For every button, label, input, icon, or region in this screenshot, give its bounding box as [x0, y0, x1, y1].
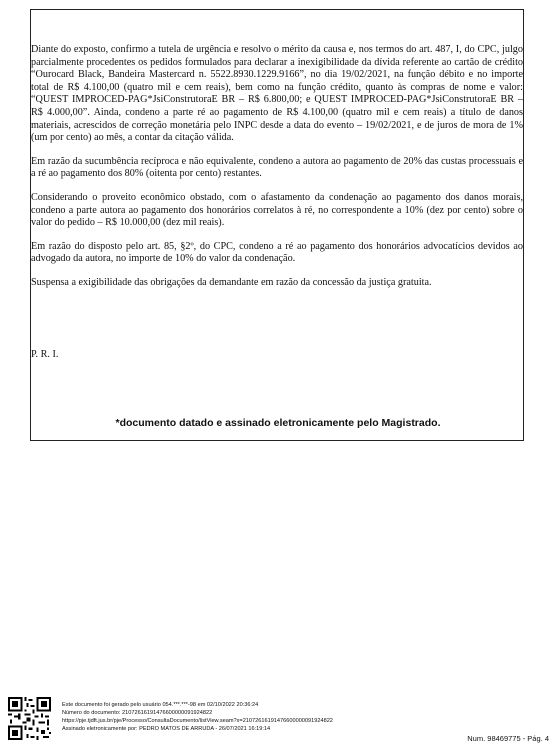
footer-signed-by: Assinado eletronicamente por: PEDRO MATOS DE ARRUDA - 26/07/2021 16:19:14	[62, 725, 271, 732]
paragraph-dispositivo: Diante do exposto, confirmo a tutela de urgência e resolvo o mérito da causa e, nos termos do art. 487, I, do CPC, julgo parcialmente procedentes os pedidos formulados para declarar a inexigibilidade da dívida referente ao cartão de crédito “Ourocard Black, Bandeira Mastercard n. 5522.8930.1229.9166”, no dia 19/02/2021, na função débito e no importe total de R$ 4.100,00 (quatro mil e cem reais), bem como na função crédito, quanto às compras de nome e valor: “QUEST IMPROCED-PAG*JsiConstrutoraE BR – R$ 6.800,00; e QUEST IMPROCED-PAG*JsiConstrutoraE BR – R$ 4.000,00”. Ainda, condeno a parte ré ao pagamento de R$ 4.100,00 (quatro mil e cem reais) a título de danos materiais, acrescidos de correção monetária pelo INPC desde a data do evento – 19/02/2021, e de juros de mora de 1% (um por cento) ao mês, a contar da citação válida.	[31, 44, 523, 144]
footer-info	[62, 702, 333, 734]
footer-document-number: Número do documento: 21072616191476600000091924822	[62, 709, 213, 716]
footer-document-url[interactable]: https://pje.tjdft.jus.br/pje/Processo/ConsultaDocumento/listView.seam?x=21072616191476600000091924822	[62, 717, 333, 724]
page-number: Num. 98469775 - Pág. 4	[467, 734, 549, 743]
paragraph-justica-gratuita: Suspensa a exigibilidade das obrigações da demandante em razão da concessão da justiça gratuita.	[31, 276, 432, 288]
paragraph-custas: Em razão da sucumbência recíproca e não equivalente, condeno a autora ao pagamento de 20% das custas processuais e a ré ao pagamento dos 80% (oitenta por cento) restantes.	[31, 155, 523, 180]
qr-code-icon	[8, 697, 51, 740]
closing-pri: P. R. I.	[31, 349, 59, 360]
document-body	[31, 44, 523, 301]
paragraph-honorarios-autora: Considerando o proveito econômico obstado, com o afastamento da condenação ao pagamento dos danos morais, condeno a parte autora ao pagamento dos honorários correlatos à ré, no correspondente a 10% (dez por cento) sobre o valor do pedido – R$ 10.000,00 (dez mil reais).	[31, 191, 523, 229]
document-frame	[30, 9, 524, 441]
paragraph-honorarios-re: Em razão do disposto pelo art. 85, §2º, do CPC, condeno a ré ao pagamento dos honorários advocatícios devidos ao advogado da autora, no importe de 10% do valor da condenação.	[31, 240, 523, 265]
signature-note: *documento datado e assinado eletronicamente pelo Magistrado.	[115, 417, 441, 429]
footer-generated-by: Este documento foi gerado pelo usuário 054.***.***-98 em 02/10/2022 20:36:24	[62, 702, 259, 708]
